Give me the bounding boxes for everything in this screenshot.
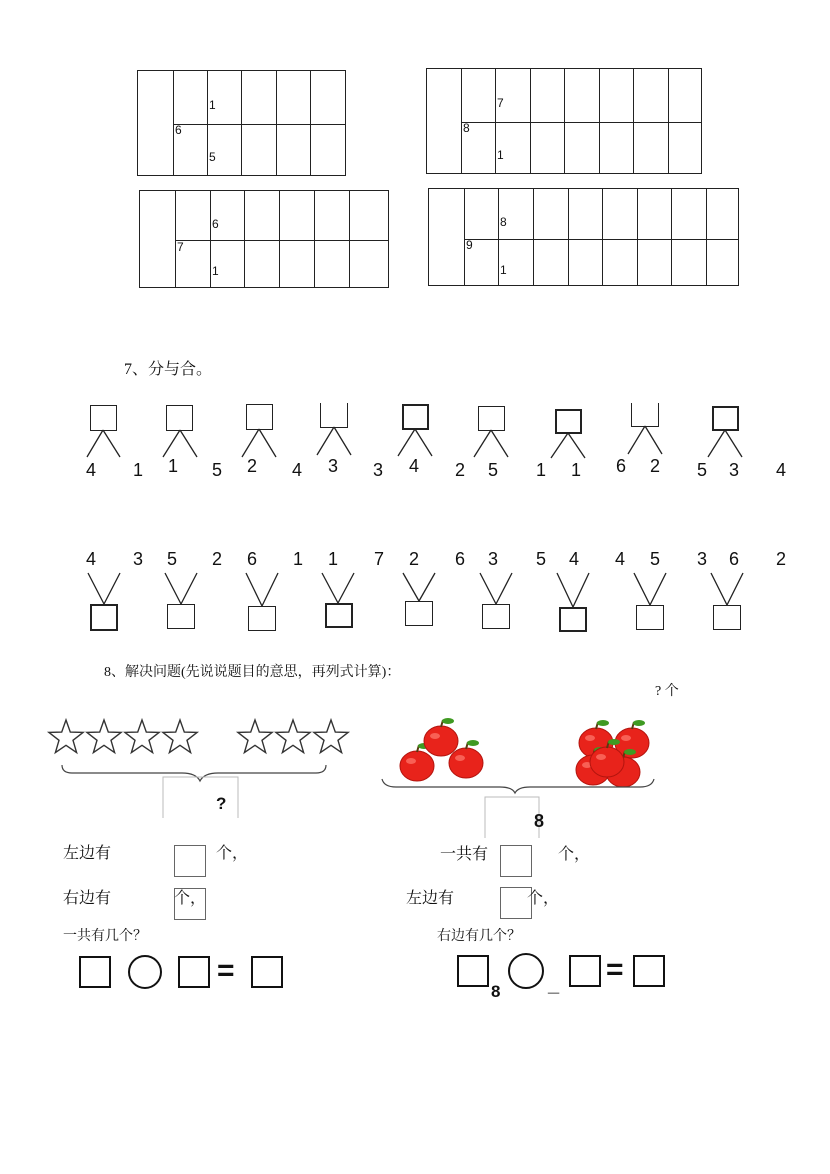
left-question-mark: ? (216, 794, 227, 813)
merge-left-number: 4 (569, 549, 580, 569)
split-left-number: 1 (168, 456, 179, 476)
merge-left-number: 1 (328, 549, 339, 569)
right-left-label: 左边有 (406, 890, 455, 907)
split-right-number: 1 (536, 460, 547, 480)
split-left-number: 3 (328, 456, 339, 476)
split-right-number: 5 (212, 460, 223, 480)
merge-left-number: 5 (167, 549, 178, 569)
total-label: 一共有 (440, 846, 489, 863)
equation-box[interactable] (569, 955, 601, 987)
merge-left-number: 2 (409, 549, 420, 569)
grid-top-number: 1 (209, 98, 216, 112)
split-left-number: 2 (247, 456, 258, 476)
equation-box[interactable] (633, 955, 665, 987)
equation-box[interactable] (178, 956, 210, 988)
grid-bottom-number: 1 (497, 148, 504, 162)
equation-box[interactable] (457, 955, 489, 987)
merge-left-number: 6 (247, 549, 258, 569)
split-left-number: 2 (650, 456, 661, 476)
operator-circle (129, 956, 161, 988)
star-icon (314, 720, 348, 753)
minuend-number: 8 (491, 982, 501, 1001)
minus-sign: _ (548, 974, 560, 996)
total-box[interactable] (500, 845, 532, 877)
split-right-number: 6 (616, 456, 627, 476)
merge-right-number: 5 (536, 549, 547, 569)
apple-icon (424, 718, 458, 756)
right-total-number: 8 (534, 811, 545, 831)
merge-left-number: 4 (86, 549, 97, 569)
grid-bottom-number: 5 (209, 150, 216, 164)
merge-right-number: 7 (374, 549, 385, 569)
merge-right-number: 3 (697, 549, 708, 569)
split-left-number: 3 (729, 460, 740, 480)
split-right-number: 3 (373, 460, 384, 480)
star-icon (49, 720, 83, 753)
grid-bottom-number: 1 (500, 263, 507, 277)
merge-right-number: 2 (776, 549, 787, 569)
grid-top-number: 8 (500, 215, 507, 229)
left-count-box[interactable] (174, 845, 206, 877)
grid-mid-number: 8 (463, 121, 470, 135)
brace-icon (62, 765, 326, 781)
split-right-number: 4 (292, 460, 303, 480)
split-right-number: 1 (133, 460, 144, 480)
grid-bottom-number: 1 (212, 264, 219, 278)
right-left-unit: 个， (527, 890, 560, 907)
split-left-number: 1 (571, 460, 582, 480)
merge-right-number: 6 (455, 549, 466, 569)
split-left-number: 4 (86, 460, 97, 480)
grid-top-number: 7 (497, 96, 504, 110)
merge-left-number: 6 (729, 549, 740, 569)
merge-right-number: 4 (615, 549, 626, 569)
operator-circle (509, 954, 543, 988)
split-right-number: 5 (697, 460, 708, 480)
split-left-number: 4 (409, 456, 420, 476)
grid-mid-number: 9 (466, 238, 473, 252)
right-count-label: 右边有 (63, 890, 112, 907)
star-icon (276, 720, 310, 753)
split-right-number: 4 (776, 460, 787, 480)
total-unit: 个， (558, 846, 591, 863)
section-7-title: 7、分与合。 (124, 361, 213, 378)
equation-box[interactable] (251, 956, 283, 988)
section-8-title: 8、解决问题(先说说题目的意思，再列式计算)： (104, 665, 401, 680)
equals-sign: = (606, 953, 624, 986)
merge-right-number: 1 (293, 549, 304, 569)
right-question: 右边有几个？ (437, 929, 521, 944)
merge-left-number: 3 (488, 549, 499, 569)
star-icon (238, 720, 272, 753)
merge-right-number: 2 (212, 549, 223, 569)
merge-right-number: 3 (133, 549, 144, 569)
left-count-unit: 个， (216, 845, 249, 862)
star-icon (87, 720, 121, 753)
star-icon (163, 720, 197, 753)
left-question: 一共有几个？ (63, 929, 147, 944)
split-right-number: 2 (455, 460, 466, 480)
equals-sign: = (217, 954, 235, 987)
split-left-number: 5 (488, 460, 499, 480)
left-count-label: 左边有 (63, 845, 112, 862)
grid-top-number: 6 (212, 217, 219, 231)
grid-mid-number: 6 (175, 123, 182, 137)
star-icon (125, 720, 159, 753)
equation-box[interactable] (79, 956, 111, 988)
merge-left-number: 5 (650, 549, 661, 569)
right-count-unit: 个， (174, 890, 207, 907)
grid-mid-number: 7 (177, 240, 184, 254)
right-top-label: ? 个 (655, 684, 679, 699)
